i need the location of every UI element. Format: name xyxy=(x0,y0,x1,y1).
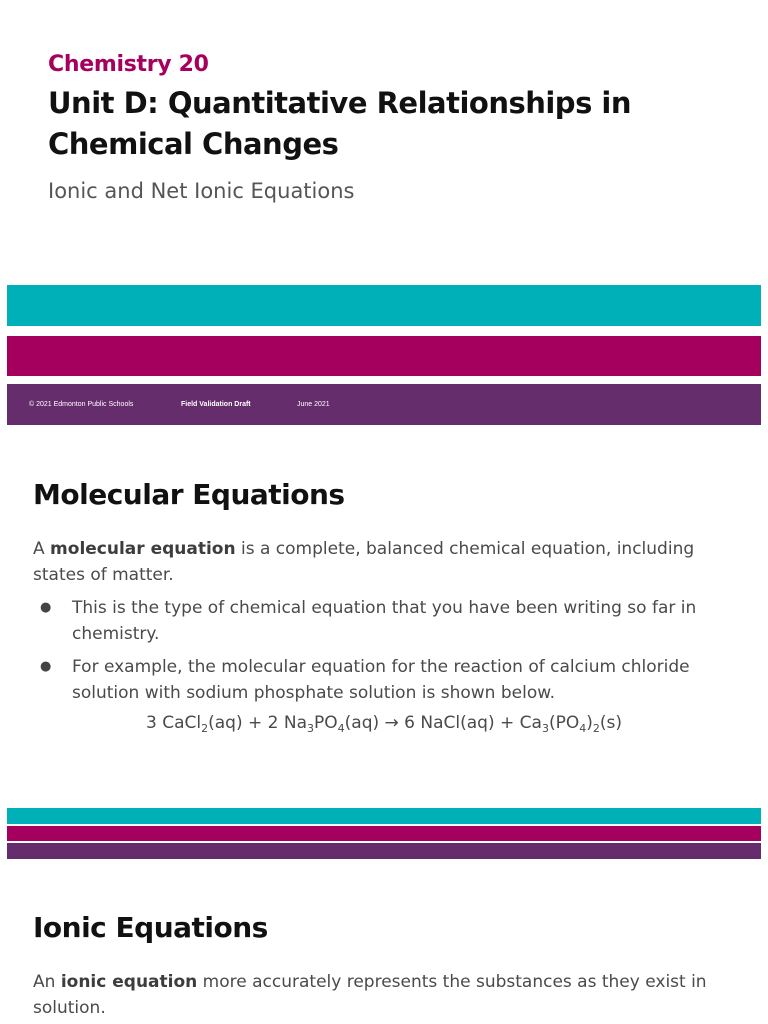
equation-subscript: 2 xyxy=(592,722,600,735)
equation-part: (aq) → 6 NaCl(aq) + Ca xyxy=(344,713,542,733)
equation-part: (PO xyxy=(548,713,580,733)
ionic-equations-heading: Ionic Equations xyxy=(33,911,268,944)
ionic-equation-definition xyxy=(33,969,733,1021)
definition-text: more accurately represents the substances as they exist in solution. xyxy=(33,972,707,1018)
molecular-equation-definition xyxy=(33,536,733,588)
teal-divider xyxy=(7,808,761,824)
bullet-icon: ● xyxy=(40,659,52,674)
unit-title: Unit D: Quantitative Relationships in Chemical Changes xyxy=(48,86,632,161)
course-title: Chemistry 20 xyxy=(48,52,209,77)
footer-date: June 2021 xyxy=(297,401,330,408)
teal-band xyxy=(7,285,761,326)
equation-subscript: 3 xyxy=(541,722,549,735)
bullet-text: This is the type of chemical equation that you have been writing so far in chemistry. xyxy=(72,598,697,644)
footer-draft-label: Field Validation Draft xyxy=(181,401,251,408)
footer-copyright: © 2021 Edmonton Public Schools xyxy=(29,401,134,408)
definition-term: molecular equation xyxy=(50,539,236,559)
molecular-equations-heading: Molecular Equations xyxy=(33,478,345,511)
equation-subscript: 4 xyxy=(579,722,587,735)
magenta-divider xyxy=(7,826,761,841)
bullet-icon: ● xyxy=(40,600,52,615)
definition-prefix: An xyxy=(33,972,61,992)
equation-part: PO xyxy=(314,713,338,733)
bullet-text: For example, the molecular equation for the reaction of calcium chloride solution with sodium phosphate solution is shown below. xyxy=(72,657,690,703)
equation-part: 3 CaCl xyxy=(146,713,202,733)
equation-part: (aq) + 2 Na xyxy=(208,713,308,733)
bullet-item xyxy=(40,595,730,647)
equation-subscript: 3 xyxy=(307,722,315,735)
bullet-item xyxy=(40,654,730,706)
lesson-subtitle: Ionic and Net Ionic Equations xyxy=(48,179,355,203)
equation-subscript: 4 xyxy=(337,722,345,735)
equation-part: (s) xyxy=(599,713,622,733)
equation-part: ) xyxy=(586,713,593,733)
equation-subscript: 2 xyxy=(201,722,209,735)
definition-text: is a complete, balanced chemical equation, including states of matter. xyxy=(33,539,695,585)
magenta-band xyxy=(7,336,761,376)
purple-divider xyxy=(7,843,761,859)
definition-prefix: A xyxy=(33,539,51,559)
footer-bar xyxy=(7,384,761,425)
molecular-equation xyxy=(0,713,768,733)
definition-term: ionic equation xyxy=(60,972,198,992)
